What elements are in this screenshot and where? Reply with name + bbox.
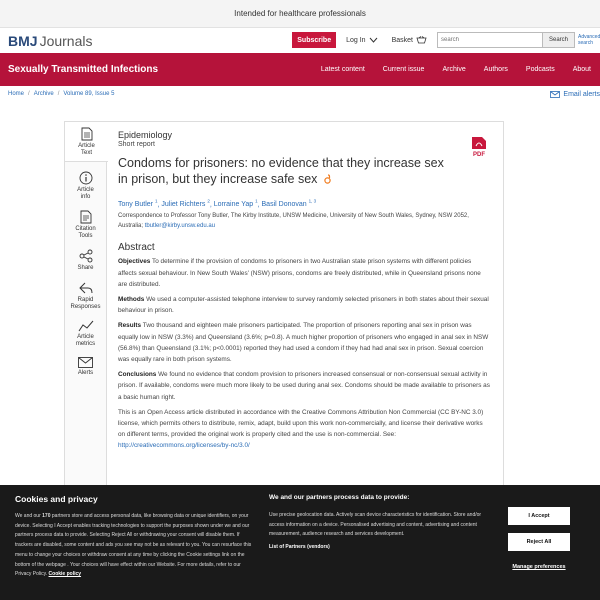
nav-authors[interactable]: Authors [483,66,508,73]
tool-share[interactable] [65,249,106,272]
document-icon [81,127,93,141]
author-link[interactable]: Lorraine Yap $^1$ [213,199,258,209]
abstract-methods [118,294,490,316]
purposes-title: We and our partners process data to provide: [269,494,410,501]
open-access-icon [324,174,331,184]
tool-label: Article Text [78,143,95,156]
conclusions-text: We found no evidence that condom provision to prisoners increased consensual or non-consensual sexual activity in prison. If available, condoms were much more likely to be used during anal sex. Condoms should be made available to prisoners as a basic human right. [118,371,490,401]
nav-archive[interactable]: Archive [442,66,466,73]
correspondence-text: Correspondence to Professor Tony Butler, The Kirby Institute, UNSW Medicine, University of New South Wales, Sydney, NSW 2052, Australia; [118,213,469,230]
healthcare-notice-bar [0,0,600,28]
cookie-text [15,512,255,580]
purposes-text: Use precise geolocation data. Actively scan device characteristics for identification. Store and/or access information on a device. Personalised advertising and content, advertising and content measurement, audience research and services development. [269,512,482,538]
license-link[interactable]: http://creativecommons.org/licenses/by-nc/3.0/ [118,442,250,450]
login-label: Log In [346,36,366,44]
breadcrumb-separator: / [28,91,30,97]
logo-bmj-text: BMJ [8,32,38,49]
cookie-banner [0,485,600,600]
article-title-text: Condoms for prisoners: no evidence that they increase sex in prison, but they increase safe sex [118,156,444,186]
tool-rapid-responses[interactable] [65,281,106,311]
tool-alerts[interactable] [65,357,106,377]
open-access-text: This is an Open Access article distributed in accordance with the Creative Commons Attribution Non Commercial (CC BY-NC 3.0) license, which permits others to distribute, remix, adapt, build upon this work non-commercially, and license their derivative works on different terms, provided the original work is properly cited and the use is non-commercial. See: [118,408,484,439]
objectives-label: Objectives [118,258,151,266]
nav-current-issue[interactable]: Current issue [382,66,425,73]
correspondence-email-link[interactable]: tbutler@kirby.unsw.edu.au [144,223,216,230]
subscribe-button[interactable]: Subscribe [292,32,336,48]
basket-icon [416,36,427,44]
breadcrumb [0,86,600,102]
author-link[interactable]: Basil Donovan $^{1, 3}$ [261,199,317,209]
tool-label: Article metrics [75,334,96,347]
basket-button[interactable] [392,36,427,44]
author-link[interactable]: Juliet Richters $^2$ [161,199,210,209]
cookie-text-pre: We and our [15,513,41,519]
manage-preferences-link[interactable]: Manage preferences [512,564,566,570]
methods-label: Methods [118,295,145,303]
cookie-title: Cookies and privacy [15,494,98,504]
open-access-statement [118,407,490,452]
cookie-text-post: partners store and access personal data, like browsing data or unique identifiers, on your device. Selecting I Accept enables tracking technologies to support the purposes shown under we and our partners process data to provide. Selecting Reject All or withdrawing your consent will disable them. If trackers are disabled, some content and ads you see may not be as relevant to you. You can resurface this menu to change your choices or withdraw consent at any time by clicking the Cookie settings link on the bottom of the webpage . Your choices will have effect within our Website. For more details, refer to our Privacy Policy. [15,513,252,578]
author-link[interactable]: Tony Butler $^1$ [118,199,158,209]
bmj-journals-logo[interactable] [8,33,92,49]
tool-article-metrics[interactable] [65,320,106,348]
nav-about[interactable]: About [572,66,591,73]
tool-label: Alerts [77,370,94,376]
article-content [118,130,490,452]
login-button[interactable] [346,37,377,44]
article-title [118,155,453,187]
nav-latest-content[interactable]: Latest content [320,66,365,73]
results-label: Results [118,322,142,330]
reply-icon [79,281,93,295]
conclusions-label: Conclusions [118,371,157,379]
breadcrumb-home[interactable]: Home [8,91,25,97]
accept-button[interactable]: I Accept [508,507,570,525]
cookie-policy-link[interactable]: Cookie policy [48,571,82,578]
tool-label: Rapid Responses [70,297,101,310]
journal-nav-bar [0,53,600,86]
methods-text: We used a computer-assisted telephone interview to survey randomly selected prisoners in both states about their sexual behaviour in prison. [118,295,489,315]
info-icon [79,171,93,185]
tool-label: Share [77,265,94,271]
abstract-heading: Abstract [118,242,155,254]
search-button[interactable]: Search [543,32,575,48]
chevron-down-icon [369,37,378,43]
tool-article-text[interactable] [65,122,108,162]
nav-podcasts[interactable]: Podcasts [525,66,555,73]
journal-title[interactable]: Sexually Transmitted Infections [8,64,159,75]
partner-count[interactable]: 170 [42,513,51,519]
cookie-purposes [269,494,494,550]
pdf-label: PDF [473,152,485,158]
breadcrumb-separator: / [57,91,60,97]
search-input[interactable] [437,32,543,48]
email-alerts-link[interactable] [550,91,600,98]
objectives-text: To determine if the provision of condoms to prisoners in two Australian state prison systems with different policies affects sexual behaviour. In New South Wales' (NSW) prisons, condoms are freely distributed, while in Queensland prisons none are distributed. [118,258,481,288]
tool-label: Citation Tools [75,226,96,239]
breadcrumb-archive[interactable]: Archive [33,91,54,97]
healthcare-notice: Intended for healthcare professionals [234,9,366,18]
advanced-search-link[interactable]: Advanced search [578,34,600,46]
basket-label: Basket [391,36,413,44]
partners-list-link[interactable]: List of Partners (vendors) [269,543,330,550]
author-list: Tony Butler $^1$, Juliet Richters $^2$, Lorraine Yap $^1$, Basil Donovan $^{1, 3}$ [118,199,317,209]
breadcrumb-issue[interactable]: Volume 89, Issue 5 [63,91,115,97]
envelope-icon [78,357,93,368]
cookie-info [15,494,255,580]
abstract-objectives [118,256,490,290]
email-alerts-label: Email alerts [563,90,600,98]
tool-citation[interactable] [65,210,106,240]
tool-label: Article info [77,187,94,200]
reject-all-button[interactable]: Reject All [508,533,570,551]
brand-bar [0,28,600,53]
tool-article-info[interactable] [65,171,106,201]
article-toolbar [65,122,107,490]
citation-icon [80,210,92,224]
results-text: Two thousand and eighteen male prisoners participated. The proportion of prisoners reporting anal sex in prison was equally low in NSW (3.3%) and Queensland (3.6%; p=0.8). A much higher proportion of prisoners who engaged in anal sex in NSW (56.8%) than Queensland (3.1%; p<0.0001) reported they had used a condom if they had had anal sex in prison. Sexual coercion was equally rare in both prison systems. [118,322,489,363]
abstract-conclusions [118,369,490,403]
envelope-icon [550,91,560,98]
abstract-results [118,320,490,365]
share-icon [79,249,93,263]
article-section: Epidemiology [118,130,173,140]
article-type: Short report [118,141,155,148]
correspondence [118,211,490,231]
logo-journals-text: Journals [39,32,93,49]
article-panel [64,121,504,491]
metrics-icon [78,320,94,332]
